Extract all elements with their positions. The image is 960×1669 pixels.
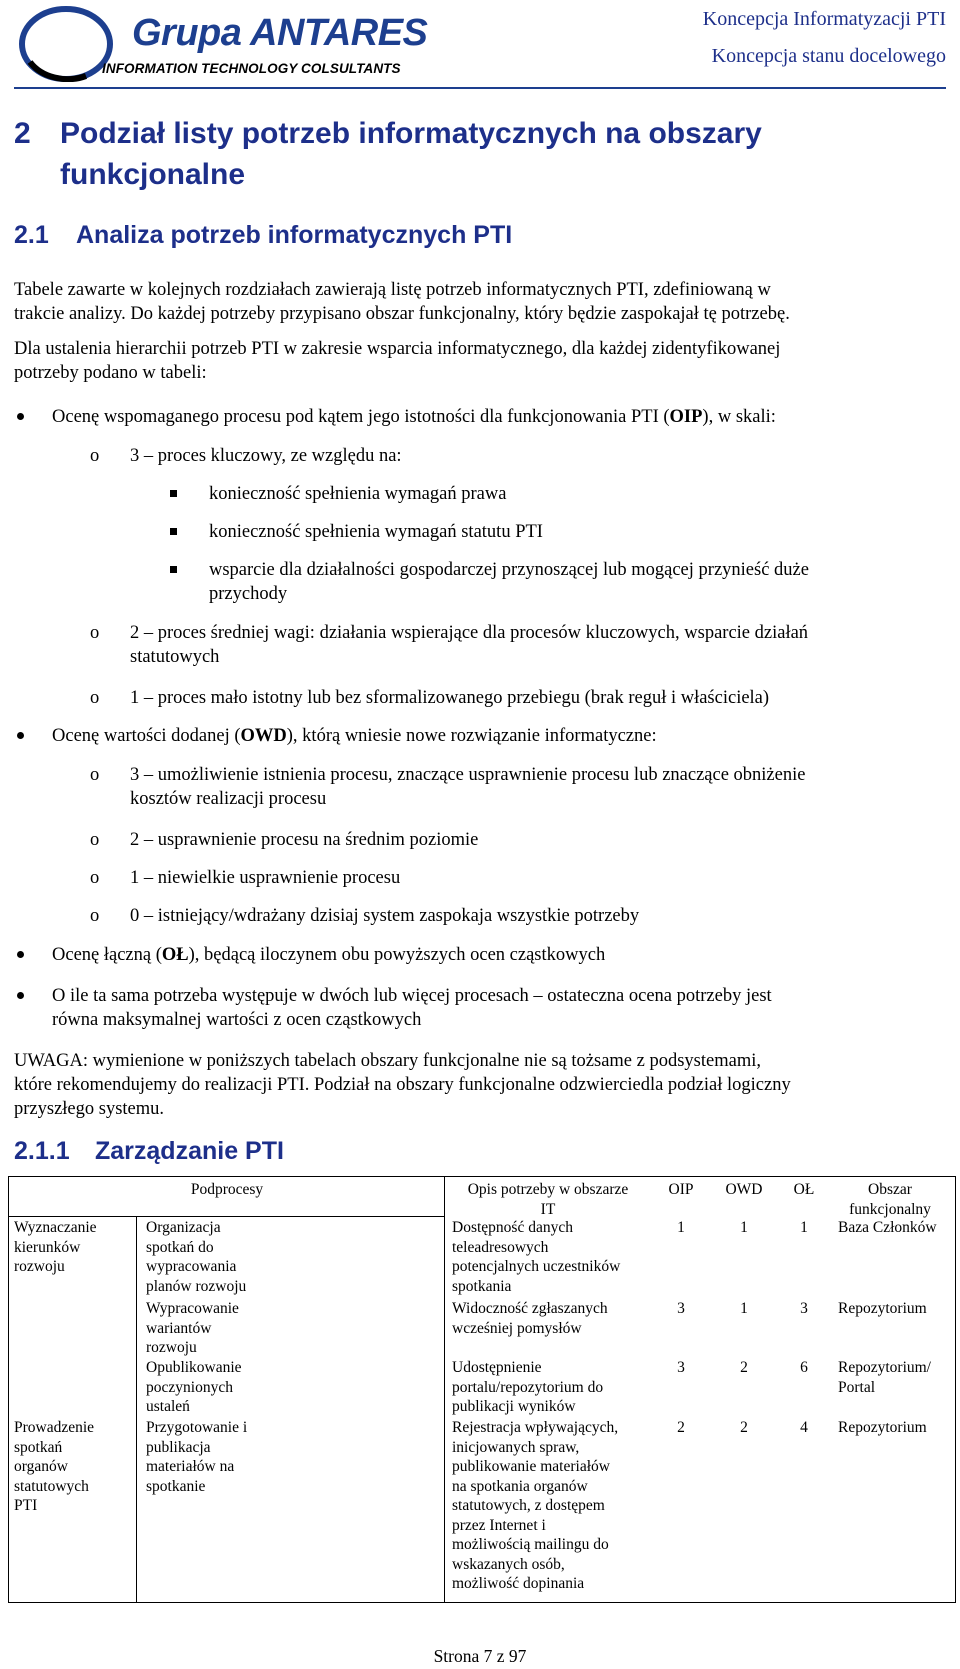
table-row-opis: Dostępność danych teleadresowych potencjalnych uczestników spotkania xyxy=(452,1219,621,1295)
table-border xyxy=(8,1602,956,1603)
th-ol: OŁ xyxy=(793,1181,815,1198)
oip-level-1: 1 – proces mało istotny lub bez sformalizowanego przebiegu (brak reguł i właściciela) xyxy=(130,688,770,708)
intro-line-2: trakcie analizy. Do każdej potrzeby przypisano obszar funkcjonalny, który będzie zaspokajał tę potrzebę. xyxy=(14,304,790,324)
owd-level-2: 2 – usprawnienie procesu na średnim poziomie xyxy=(130,830,479,850)
header-doc-title: Koncepcja Informatyzacji PTI xyxy=(702,8,946,30)
oip-level-2: 2 – proces średniej wagi: działania wspierające dla procesów kluczowych, wsparcie działań statutowych xyxy=(130,623,809,667)
hierarchy-line-2: potrzeby podano w tabeli: xyxy=(14,363,207,383)
group-cell: Prowadzenie spotkań organów statutowych PTI xyxy=(14,1419,95,1514)
sub-bullet-marker: o xyxy=(90,446,100,466)
cell-ol: 1 xyxy=(800,1219,808,1236)
oip-level-3: 3 – proces kluczowy, ze względu na: xyxy=(130,446,402,466)
table-row-sub: Opublikowanie poczynionych ustaleń xyxy=(146,1359,242,1415)
needs-table xyxy=(8,1176,956,1603)
company-logo xyxy=(14,4,434,84)
logo-subtitle: INFORMATION TECHNOLOGY COLSULTANTS xyxy=(102,61,401,76)
cell-obszar: Baza Członków xyxy=(838,1219,937,1236)
heading-1-number: 2 xyxy=(14,117,31,150)
owd-level-3: 3 – umożliwienie istnienia procesu, znaczące usprawnienie procesu lub znaczące obniżenie kosztów realizacji procesu xyxy=(130,765,806,809)
table-row-sub: Przygotowanie i publikacja materiałów na spotkanie xyxy=(146,1419,248,1495)
cell-obszar: Repozytorium xyxy=(838,1419,927,1436)
heading-1-line1: Podział listy potrzeb informatycznych na obszary xyxy=(60,117,762,150)
col-separator xyxy=(444,1176,445,1603)
sub-bullet-marker: o xyxy=(90,765,100,785)
cell-ol: 4 xyxy=(800,1419,808,1436)
logo-ring-icon xyxy=(16,4,116,82)
sub-bullet-marker: o xyxy=(90,623,100,643)
owd-level-0: 0 – istniejący/wdrażany dzisiaj system zaspokaja wszystkie potrzeby xyxy=(130,906,640,926)
oip-reason-statute: konieczność spełnienia wymagań statutu PTI xyxy=(209,522,543,542)
table-row-opis: Rejestracja wpływających, inicjowanych spraw, publikowanie materiałów na spotkania organów statutowych, z dostępem przez Internet i możliwością mailingu do wskazanych osób, możliwość dopinania xyxy=(452,1419,619,1592)
col-separator xyxy=(136,1216,137,1603)
sub-bullet-marker: o xyxy=(90,868,100,888)
table-border xyxy=(955,1176,956,1603)
owd-level-1: 1 – niewielkie usprawnienie procesu xyxy=(130,868,401,888)
table-row-opis: Widoczność zgłaszanych wcześniej pomysłów xyxy=(452,1300,608,1337)
table-border xyxy=(8,1176,956,1177)
intro-line-1: Tabele zawarte w kolejnych rozdziałach zawierają listę potrzeb informatycznych PTI, zdefiniowaną w xyxy=(14,280,771,300)
page-number: Strona 7 z 97 xyxy=(433,1646,527,1666)
sub-bullet-marker: o xyxy=(90,688,100,708)
oip-reason-law: konieczność spełnienia wymagań prawa xyxy=(209,484,507,504)
cell-oip: 3 xyxy=(677,1300,685,1317)
cell-owd: 1 xyxy=(740,1219,748,1236)
th-podprocesy: Podprocesy xyxy=(190,1181,264,1198)
cell-obszar: Repozytorium/ Portal xyxy=(838,1359,931,1396)
bullet-dot xyxy=(17,992,24,999)
cell-oip: 2 xyxy=(677,1419,685,1436)
cell-oip: 3 xyxy=(677,1359,685,1376)
table-row-opis: Udostępnienie portalu/repozytorium do publikacji wyników xyxy=(452,1359,604,1415)
th-obszar: Obszar funkcjonalny xyxy=(849,1181,931,1218)
heading-3-number: 2.1.1 xyxy=(14,1137,70,1165)
heading-2-number: 2.1 xyxy=(14,221,49,249)
uwaga-note: UWAGA: wymienione w poniższych tabelach obszary funkcjonalne nie są tożsame z podsystemami, które rekomendujemy do realizacji PTI. Podział na obszary funkcjonalne odzwierciedla podział logiczny przyszłego systemu. xyxy=(14,1051,791,1119)
table-border xyxy=(8,1176,9,1603)
group-cell: Wyznaczanie kierunków rozwoju xyxy=(14,1219,97,1275)
cell-ol: 3 xyxy=(800,1300,808,1317)
header-divider xyxy=(14,87,946,89)
sub-bullet-marker: o xyxy=(90,906,100,926)
heading-3-text: Zarządzanie PTI xyxy=(95,1137,284,1165)
logo-title: Grupa ANTARES xyxy=(132,12,428,54)
bullet-dot xyxy=(17,732,24,739)
th-oip: OIP xyxy=(668,1181,694,1198)
sub-bullet-marker: o xyxy=(90,830,100,850)
cell-ol: 6 xyxy=(800,1359,808,1376)
bullet-dot xyxy=(17,413,24,420)
bullet-owd: Ocenę wartości dodanej (OWD), którą wniesie nowe rozwiązanie informatyczne: xyxy=(52,726,657,746)
header-doc-subtitle: Koncepcja stanu docelowego xyxy=(711,45,946,67)
cell-oip: 1 xyxy=(677,1219,685,1236)
square-bullet xyxy=(170,566,177,573)
oip-reason-business: wsparcie dla działalności gospodarczej przynoszącej lub mogącej przynieść duże przychody xyxy=(209,560,809,604)
hierarchy-paragraph xyxy=(14,337,946,385)
bullet-ol: Ocenę łączną (OŁ), będącą iloczynem obu powyższych ocen cząstkowych xyxy=(52,945,606,965)
cell-obszar: Repozytorium xyxy=(838,1300,927,1317)
cell-owd: 2 xyxy=(740,1419,748,1436)
bullet-max-rule: O ile ta sama potrzeba występuje w dwóch lub więcej procesach – ostateczna ocena potrzeby jest równa maksymalnej wartości z ocen cząstkowych xyxy=(52,986,772,1030)
th-opis: Opis potrzeby w obszarze IT xyxy=(467,1181,629,1218)
bullet-oip: Ocenę wspomaganego procesu pod kątem jego istotności dla funkcjonowania PTI (OIP), w skali: xyxy=(52,407,776,427)
heading-2-text: Analiza potrzeb informatycznych PTI xyxy=(76,221,513,249)
cell-owd: 1 xyxy=(740,1300,748,1317)
header-separator xyxy=(8,1216,444,1217)
hierarchy-line-1: Dla ustalenia hierarchii potrzeb PTI w zakresie wsparcia informatycznego, dla każdej zidentyfikowanej xyxy=(14,339,781,359)
th-owd: OWD xyxy=(725,1181,763,1198)
cell-owd: 2 xyxy=(740,1359,748,1376)
intro-paragraph xyxy=(14,278,946,326)
square-bullet xyxy=(170,528,177,535)
heading-1-line2: funkcjonalne xyxy=(60,158,246,191)
table-row-sub: Organizacja spotkań do wypracowania planów rozwoju xyxy=(146,1219,247,1295)
table-row-sub: Wypracowanie wariantów rozwoju xyxy=(146,1300,239,1356)
square-bullet xyxy=(170,490,177,497)
bullet-dot xyxy=(17,951,24,958)
